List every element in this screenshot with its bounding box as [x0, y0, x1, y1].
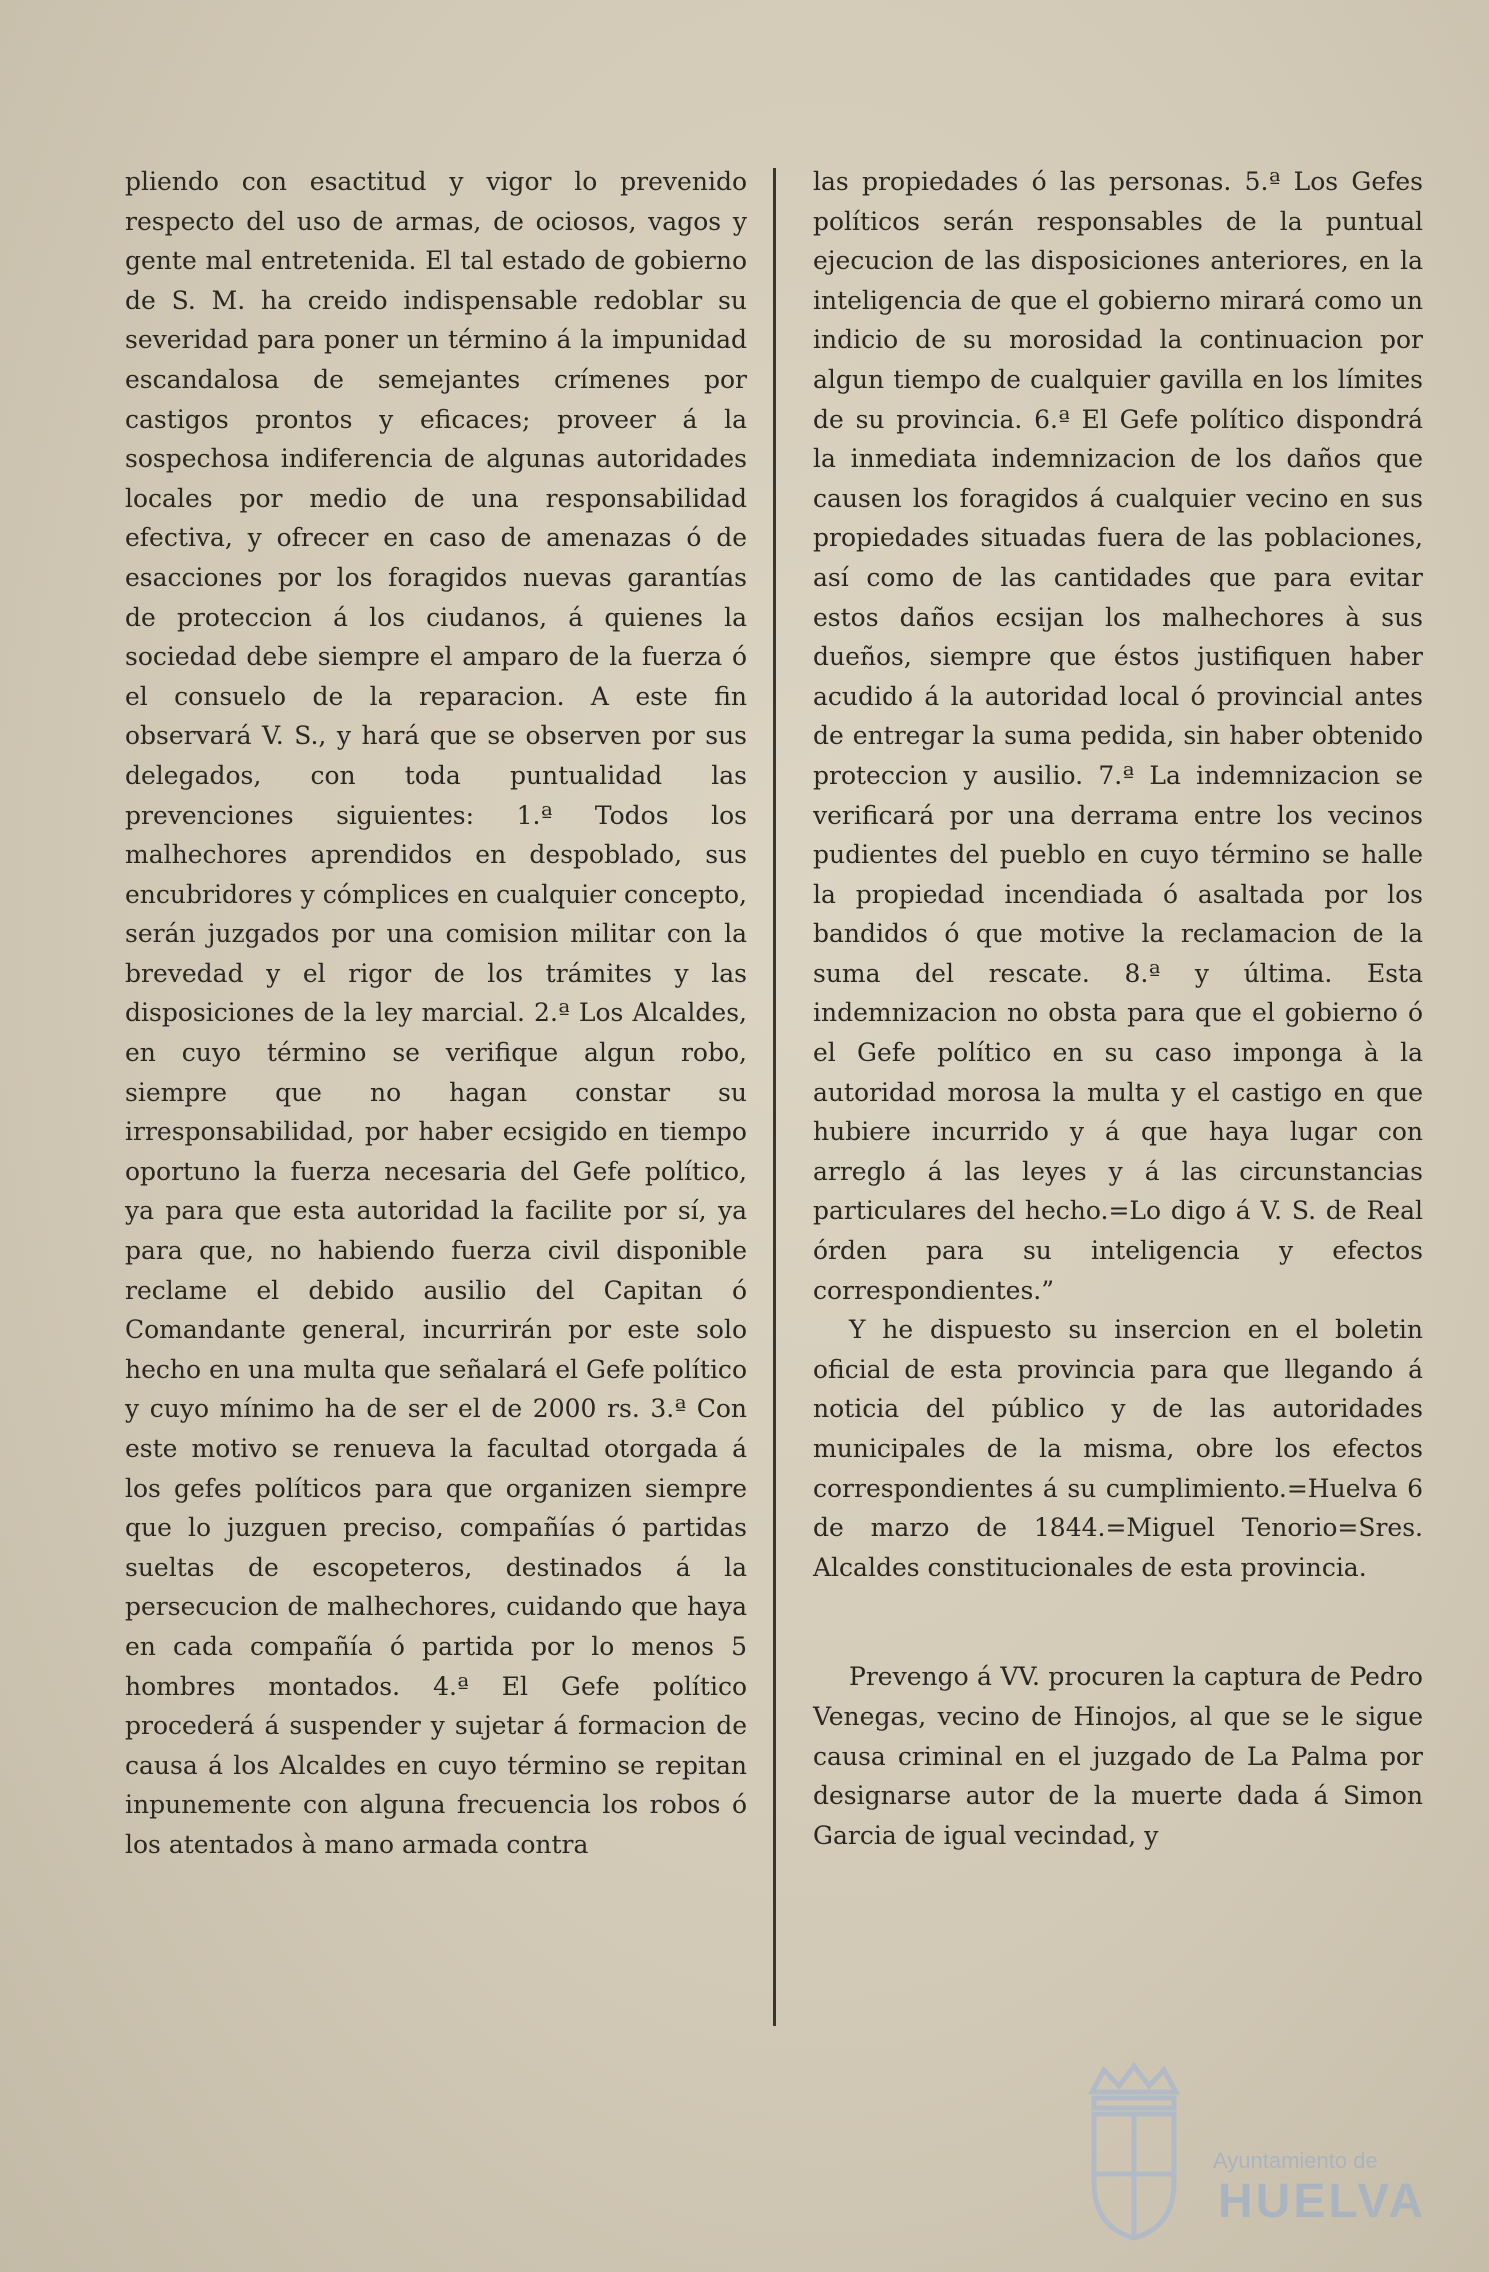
right-paragraph-2: Y he dispuesto su insercion en el boletin oficial de esta provincia para que llegando á noticia del público y de las autoridades municipales de la misma, obre los efectos correspondientes á su cumplimiento.=Huelva 6 de marzo de 1844.=Miguel Tenorio=Sres. Alcaldes constitucionales de esta provincia.: [813, 1315, 1423, 1582]
crown-shield-icon: [1074, 2062, 1194, 2242]
archive-watermark: [1068, 2062, 1428, 2252]
column-divider: [773, 168, 776, 2026]
watermark-line1: Ayuntamiento de: [1213, 2148, 1378, 2173]
right-paragraph-1: las propiedades ó las personas. 5.ª Los Gefes políticos serán responsables de la puntual ejecucion de las disposiciones anteriores, en la inteligencia de que el gobierno mirará como un indicio de su morosidad la continuacion por algun tiempo de cualquier gavilla en los límites de su provincia. 6.ª El Gefe político dispondrá la inmediata indemnizacion de los daños que causen los foragidos á cualquier vecino en sus propiedades situadas fuera de las poblaciones, así como de las cantidades que para evitar estos daños ecsijan los malhechores à sus dueños, siempre que éstos justifiquen haber acudido á la autoridad local ó provincial antes de entregar la suma pedida, sin haber obtenido proteccion y ausilio. 7.ª La indemnizacion se verificará por una derrama entre los vecinos pudientes del pueblo en cuyo término se halle la propiedad incendiada ó asaltada por los bandidos ó que motive la reclamacion de la suma del rescate. 8.ª y última. Esta indemnizacion no obsta para que el gobierno ó el Gefe político en su caso imponga à la autoridad morosa la multa y el castigo en que hubiere incurrido y á que haya lugar con arreglo á las leyes y á las circunstancias particulares del hecho.=Lo digo á V. S. de Real órden para su inteligencia y efectos correspondientes.”: [813, 167, 1423, 1305]
right-column: [813, 162, 1423, 1855]
watermark-line2: HUELVA: [1218, 2175, 1427, 2228]
left-paragraph-1: pliendo con esactitud y vigor lo prevenido respecto del uso de armas, de ociosos, vagos y gente mal entretenida. El tal estado de gobierno de S. M. ha creido indispensable redoblar su severidad para poner un término á la impunidad escandalosa de semejantes crímenes por castigos prontos y eficaces; proveer á la sospechosa indiferencia de algunas autoridades locales por medio de una responsabilidad efectiva, y ofrecer en caso de amenazas ó de esacciones por los foragidos nuevas garantías de proteccion á los ciudanos, á quienes la sociedad debe siempre el amparo de la fuerza ó el consuelo de la reparacion. A este fin observará V. S., y hará que se observen por sus delegados, con toda puntualidad las prevenciones siguientes: 1.ª Todos los malhechores aprendidos en despoblado, sus encubridores y cómplices en cualquier concepto, serán juzgados por una comision militar con la brevedad y el rigor de los trámites y las disposiciones de la ley marcial. 2.ª Los Alcaldes, en cuyo término se verifique algun robo, siempre que no hagan constar su irresponsabilidad, por haber ecsigido en tiempo oportuno la fuerza necesaria del Gefe político, ya para que esta autoridad la facilite por sí, ya para que, no habiendo fuerza civil disponible reclame el debido ausilio del Capitan ó Comandante general, incurrirán por este solo hecho en una multa que señalará el Gefe político y cuyo mínimo ha de ser el de 2000 rs. 3.ª Con este motivo se renueva la facultad otorgada á los gefes políticos para que organizen siempre que lo juzguen preciso, compañías ó partidas sueltas de escopeteros, destinados á la persecucion de malhechores, cuidando que haya en cada compañía ó partida por lo menos 5 hombres montados. 4.ª El Gefe político procederá á suspender y sujetar á formacion de causa á los Alcaldes en cuyo término se repitan inpunemente con alguna frecuencia los robos ó los atentados à mano armada contra: [125, 167, 747, 1859]
paragraph-gap: [813, 1587, 1423, 1657]
right-paragraph-3: Prevengo á VV. procuren la captura de Pedro Venegas, vecino de Hinojos, al que se le sigue causa criminal en el juzgado de La Palma por designarse autor de la muerte dada á Simon Garcia de igual vecindad, y: [813, 1662, 1423, 1850]
left-column: [125, 162, 747, 1865]
